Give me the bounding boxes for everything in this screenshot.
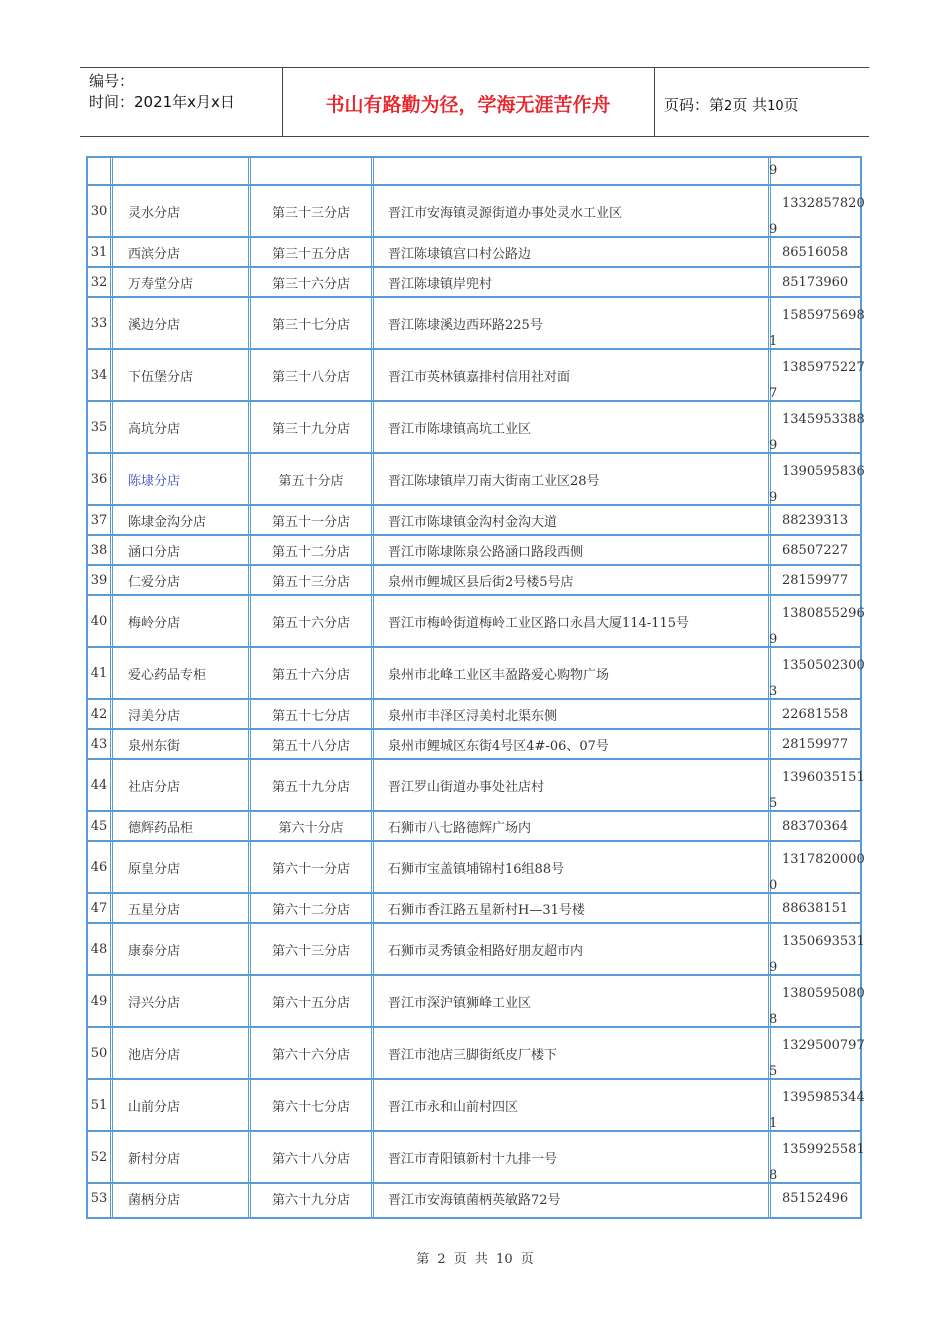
- table-row: [88, 1132, 865, 1184]
- phone-number: 85173960: [782, 274, 849, 290]
- store-name: [128, 158, 248, 184]
- row-number: 40: [90, 613, 108, 629]
- store-address: 泉州市鲤城区县后街2号楼5号店: [388, 574, 574, 590]
- row-number: 32: [90, 274, 108, 290]
- row-number: 30: [90, 203, 108, 219]
- branch-code: 第六十二分店: [271, 902, 350, 918]
- store-address: 晋江市安海镇菌柄英敏路72号: [388, 1192, 561, 1208]
- store-address: [388, 158, 768, 184]
- phone-number: [768, 298, 865, 349]
- branch-code: 第六十三分店: [271, 943, 350, 959]
- table-row: [88, 186, 865, 238]
- phone-number: 68507227: [782, 542, 849, 558]
- page-total: 10: [767, 99, 784, 114]
- phone-number: [768, 186, 865, 237]
- phone-line-2: 9: [769, 163, 778, 178]
- phone-number: [768, 648, 865, 699]
- table-row: [88, 566, 860, 596]
- row-number: 36: [90, 471, 108, 487]
- branch-code: 第三十六分店: [271, 276, 350, 292]
- phone-number: [768, 760, 865, 811]
- phone-line-2: 9: [769, 490, 778, 505]
- store-address: 晋江陈埭镇岸刀南大街南工业区28号: [388, 473, 600, 489]
- phone-line-2: 1: [769, 334, 778, 349]
- store-name: 山前分店: [128, 1099, 181, 1115]
- table-row: [88, 894, 860, 924]
- phone-line-2: 9: [769, 632, 778, 647]
- store-name: 涵口分店: [128, 544, 181, 560]
- table-row: [88, 1184, 860, 1212]
- table-row: [88, 760, 865, 812]
- store-name: 德辉药品柜: [128, 820, 194, 836]
- branch-code: 第六十一分店: [271, 861, 350, 877]
- phone-number: [768, 976, 865, 1027]
- store-table: [86, 156, 865, 1219]
- table-row: [88, 730, 860, 760]
- page-prefix: 页码：第: [664, 96, 725, 114]
- store-name: 高坑分店: [128, 421, 181, 437]
- store-name: 新村分店: [128, 1151, 181, 1167]
- table-row: [88, 350, 865, 402]
- row-number: 43: [90, 736, 108, 752]
- row-number: 31: [90, 244, 108, 260]
- store-address: 泉州市鲤城区东街4号区4#-06、07号: [388, 738, 609, 754]
- phone-number: 88638151: [782, 900, 849, 916]
- row-number: 38: [90, 542, 108, 558]
- table-row: [88, 1080, 865, 1132]
- store-address: 晋江罗山街道办事处社店村: [388, 779, 545, 795]
- phone-line-2: 8: [769, 1168, 778, 1183]
- doc-number-label: 编号：: [89, 72, 135, 90]
- branch-code: 第六十分店: [278, 820, 344, 836]
- row-number: 51: [90, 1097, 108, 1113]
- store-name[interactable]: 陈埭分店: [128, 473, 181, 489]
- phone-number: [768, 924, 865, 975]
- store-name: 灵水分店: [128, 205, 181, 221]
- page-footer: 第 2 页 共 10 页: [416, 1252, 534, 1267]
- branch-code: 第五十六分店: [271, 615, 350, 631]
- branch-code: 第五十一分店: [271, 514, 350, 530]
- row-number: 49: [90, 993, 108, 1009]
- phone-number: [768, 158, 860, 184]
- phone-line-1: 1329500797: [782, 1038, 865, 1053]
- phone-line-2: 5: [769, 1064, 778, 1079]
- row-number: 47: [90, 900, 108, 916]
- store-name: 爱心药品专柜: [128, 667, 207, 683]
- table-row: [88, 454, 865, 506]
- table-row: [88, 842, 865, 894]
- phone-line-1: 1317820000: [782, 852, 865, 867]
- page-header: [80, 67, 869, 137]
- table-row: [88, 1028, 865, 1080]
- row-number: 52: [90, 1149, 108, 1165]
- store-name: 菌柄分店: [128, 1192, 181, 1208]
- header-divider: [654, 68, 655, 136]
- store-address: 晋江市陈埭镇高坑工业区: [388, 421, 532, 437]
- branch-code: 第六十八分店: [271, 1151, 350, 1167]
- store-address: 石狮市宝盖镇埔锦村16组88号: [388, 861, 565, 877]
- phone-line-1: 1385975227: [782, 360, 865, 375]
- phone-line-2: 7: [769, 386, 778, 401]
- branch-code: 第六十七分店: [271, 1099, 350, 1115]
- phone-line-1: 1350693531: [782, 934, 865, 949]
- branch-code: 第六十六分店: [271, 1047, 350, 1063]
- row-number: 35: [90, 419, 108, 435]
- phone-line-1: 1350502300: [782, 658, 865, 673]
- branch-code: 第五十分店: [278, 473, 344, 489]
- phone-line-2: 9: [769, 438, 778, 453]
- store-address: 石狮市灵秀镇金相路好朋友超市内: [388, 943, 584, 959]
- table-row: [88, 976, 865, 1028]
- table-row: [88, 402, 865, 454]
- store-address: 晋江市英林镇嘉排村信用社对面: [388, 369, 571, 385]
- phone-line-2: 9: [769, 222, 778, 237]
- phone-line-1: 1585975698: [782, 308, 865, 323]
- phone-line-2: 9: [769, 960, 778, 975]
- phone-line-1: 1390595836: [782, 464, 865, 479]
- row-number: 44: [90, 777, 108, 793]
- phone-number: [768, 454, 865, 505]
- store-address: 石狮市香江路五星新村H—31号楼: [388, 902, 585, 918]
- store-address: 晋江市池店三脚街纸皮厂楼下: [388, 1047, 558, 1063]
- row-number: 41: [90, 665, 108, 681]
- header-info: [89, 71, 235, 113]
- store-address: 晋江市永和山前村四区: [388, 1099, 519, 1115]
- store-name: 溪边分店: [128, 317, 181, 333]
- table-row: [88, 238, 860, 268]
- store-address: 晋江市深沪镇狮峰工业区: [388, 995, 532, 1011]
- store-address: 石狮市八七路德辉广场内: [388, 820, 532, 836]
- table-row: [88, 924, 865, 976]
- table-row: [88, 506, 860, 536]
- phone-number: [768, 596, 865, 647]
- row-number: 34: [90, 367, 108, 383]
- page-mid: 页 共: [732, 96, 768, 114]
- store-address: 晋江市陈埭陈泉公路涵口路段西侧: [388, 544, 584, 560]
- row-number: 42: [90, 706, 108, 722]
- row-number: 50: [90, 1045, 108, 1061]
- phone-number: 88370364: [782, 818, 849, 834]
- store-name: 陈埭金沟分店: [128, 514, 207, 530]
- row-number: 37: [90, 512, 108, 528]
- store-name: 池店分店: [128, 1047, 181, 1063]
- phone-line-1: 1396035151: [782, 770, 865, 785]
- phone-number: [768, 842, 865, 893]
- row-number: 53: [90, 1190, 108, 1206]
- store-address: 泉州市丰泽区浔美村北渠东侧: [388, 708, 558, 724]
- store-name: 仁爱分店: [128, 574, 181, 590]
- store-name: 浔美分店: [128, 708, 181, 724]
- row-number: 45: [90, 818, 108, 834]
- store-address: 晋江陈埭溪边西环路225号: [388, 317, 543, 333]
- table-row: [88, 298, 865, 350]
- table-row: [88, 268, 860, 298]
- table-row: [88, 700, 860, 730]
- store-name: 万寿堂分店: [128, 276, 194, 292]
- table-row: [88, 596, 865, 648]
- phone-line-1: 1380595080: [782, 986, 865, 1001]
- date-line: 时间：2021年x月x日: [89, 93, 235, 111]
- branch-code: 第三十九分店: [271, 421, 350, 437]
- store-address: 晋江陈埭镇岸兜村: [388, 276, 493, 292]
- branch-code: 第三十五分店: [271, 246, 350, 262]
- phone-number: 28159977: [782, 572, 849, 588]
- store-name: 泉州东街: [128, 738, 181, 754]
- branch-code: 第三十三分店: [271, 205, 350, 221]
- branch-code: 第三十八分店: [271, 369, 350, 385]
- phone-line-1: 1395985344: [782, 1090, 865, 1105]
- phone-line-2: 1: [769, 1116, 778, 1131]
- table-row: [88, 648, 865, 700]
- phone-number: 88239313: [782, 512, 849, 528]
- phone-line-2: 0: [769, 878, 778, 893]
- row-number: [88, 158, 110, 184]
- header-motto: 书山有路勤为径，学海无涯苦作舟: [325, 94, 611, 116]
- branch-code: 第五十六分店: [271, 667, 350, 683]
- phone-line-2: 3: [769, 684, 778, 699]
- table-row: [88, 812, 860, 842]
- phone-number: [768, 1028, 865, 1079]
- branch-code: 第五十三分店: [271, 574, 350, 590]
- branch-code: 第六十五分店: [271, 995, 350, 1011]
- phone-number: [768, 402, 865, 453]
- phone-number: [768, 350, 865, 401]
- store-address: 晋江市梅岭街道梅岭工业区路口永昌大厦114-115号: [388, 615, 690, 631]
- phone-number: [768, 1080, 865, 1131]
- branch-code: 第五十七分店: [271, 708, 350, 724]
- store-name: 浔兴分店: [128, 995, 181, 1011]
- branch-code: 第六十九分店: [271, 1192, 350, 1208]
- phone-line-1: 1332857820: [782, 196, 865, 211]
- header-page-indicator: [664, 94, 799, 115]
- phone-number: 85152496: [782, 1190, 849, 1206]
- store-address: 晋江陈埭镇宫口村公路边: [388, 246, 532, 262]
- store-name: 康泰分店: [128, 943, 181, 959]
- phone-number: 22681558: [782, 706, 849, 722]
- store-address: 晋江市安海镇灵源街道办事处灵水工业区: [388, 205, 623, 221]
- store-name: 西滨分店: [128, 246, 181, 262]
- store-name: 梅岭分店: [128, 615, 181, 631]
- phone-line-1: 1380855296: [782, 606, 865, 621]
- page-number: 2: [724, 99, 733, 114]
- store-name: 下伍堡分店: [128, 369, 194, 385]
- phone-line-1: 1359925581: [782, 1142, 865, 1157]
- branch-code: [251, 158, 371, 184]
- store-name: 原皇分店: [128, 861, 181, 877]
- store-address: 晋江市陈埭镇金沟村金沟大道: [388, 514, 558, 530]
- phone-number: 28159977: [782, 736, 849, 752]
- phone-number: [768, 1132, 865, 1183]
- phone-number: 86516058: [782, 244, 849, 260]
- row-number: 48: [90, 941, 108, 957]
- phone-line-2: 5: [769, 796, 778, 811]
- branch-code: 第五十八分店: [271, 738, 350, 754]
- branch-code: 第三十七分店: [271, 317, 350, 333]
- store-name: 五星分店: [128, 902, 181, 918]
- page-suffix: 页: [783, 96, 799, 114]
- branch-code: 第五十二分店: [271, 544, 350, 560]
- store-address: 泉州市北峰工业区丰盈路爱心购物广场: [388, 667, 610, 683]
- row-number: 39: [90, 572, 108, 588]
- phone-line-2: 8: [769, 1012, 778, 1027]
- row-number: 33: [90, 315, 108, 331]
- table-row: [88, 158, 860, 186]
- table-row: [88, 536, 860, 566]
- row-number: 46: [90, 859, 108, 875]
- phone-line-1: 1345953388: [782, 412, 865, 427]
- branch-code: 第五十九分店: [271, 779, 350, 795]
- store-name: 社店分店: [128, 779, 181, 795]
- store-address: 晋江市青阳镇新村十九排一号: [388, 1151, 558, 1167]
